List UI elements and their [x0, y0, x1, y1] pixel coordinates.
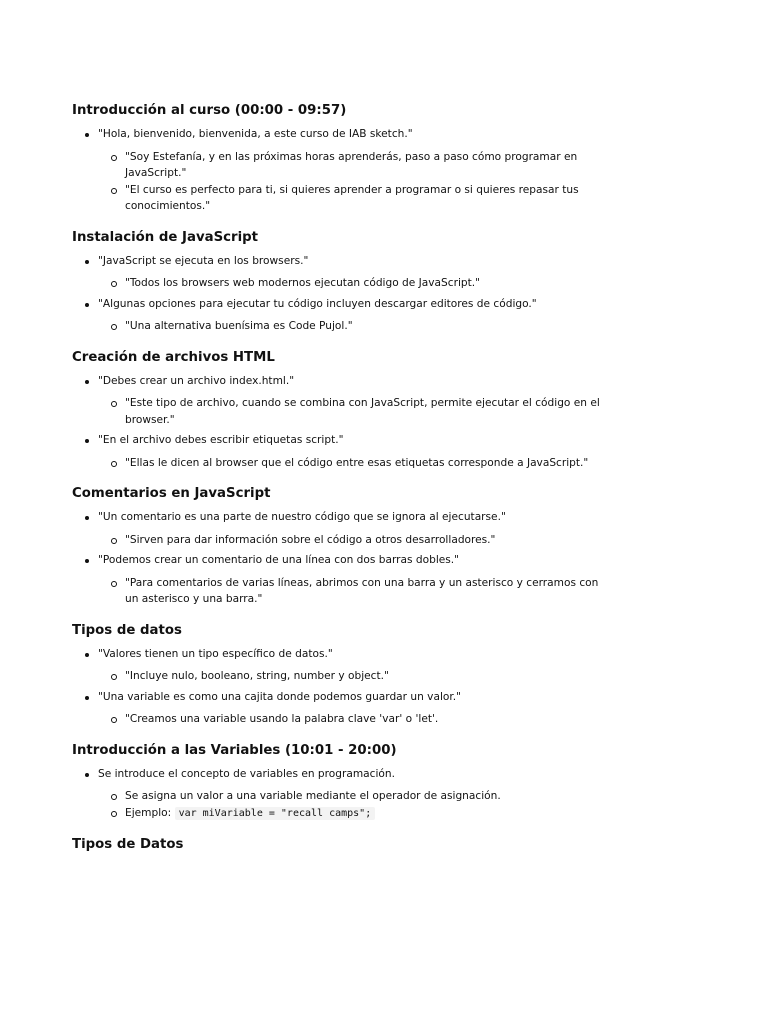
list-item [72, 373, 612, 429]
section-heading: Tipos de Datos [72, 837, 184, 852]
hollow-bullet-icon [111, 794, 117, 800]
section-heading: Instalación de JavaScript [72, 229, 259, 245]
hollow-bullet-icon [111, 324, 117, 330]
sub-list-item [98, 575, 612, 608]
list-item-text: "JavaScript se ejecuta en los browsers." [98, 254, 309, 267]
hollow-bullet-icon [111, 155, 117, 161]
sub-list-item-text: "Incluye nulo, booleano, string, number y object." [125, 670, 389, 682]
hollow-bullet-icon [111, 188, 117, 194]
hollow-bullet-icon [111, 674, 117, 680]
list-item-text: "Una variable es como una cajita donde podemos guardar un valor." [98, 690, 461, 703]
list-item [72, 766, 612, 823]
sub-list-item-text: "Para comentarios de varias líneas, abrimos con una barra y un asterisco y cerramos con un asterisco y una barra." [125, 576, 599, 605]
sub-list-item-text: "Una alternativa buenísima es Code Pujol." [125, 320, 353, 332]
section [72, 349, 612, 472]
list-item-text: "Algunas opciones para ejecutar tu código incluyen descargar editores de código." [98, 297, 537, 310]
list-item-text: "Podemos crear un comentario de una línea con dos barras dobles." [98, 554, 460, 566]
list-item [72, 253, 612, 292]
sub-bullet-list [98, 532, 612, 549]
filled-bullet-icon [85, 516, 89, 520]
bullet-list [72, 373, 612, 472]
list-item-text: "Un comentario es una parte de nuestro código que se ignora al ejecutarse." [98, 511, 506, 523]
sub-list-item-text: Se asigna un valor a una variable mediante el operador de asignación. [125, 790, 501, 802]
list-item [72, 509, 612, 548]
sub-list-item [98, 395, 612, 428]
bullet-list [72, 646, 612, 728]
list-item-text: "Debes crear un archivo index.html." [98, 374, 295, 387]
bullet-list [72, 509, 612, 608]
section [72, 622, 612, 728]
list-item-text: "Hola, bienvenido, bienvenida, a este curso de IAB sketch." [98, 128, 413, 140]
sub-bullet-list [98, 575, 612, 608]
filled-bullet-icon [85, 133, 89, 137]
section-heading: Tipos de datos [72, 622, 182, 638]
sub-list-item-text: "Todos los browsers web modernos ejecutan código de JavaScript." [125, 277, 481, 289]
filled-bullet-icon [85, 559, 89, 563]
inline-code: var miVariable = "recall camps"; [175, 807, 376, 820]
section-heading: Creación de archivos HTML [72, 349, 275, 365]
section [72, 229, 612, 335]
sub-list-item [98, 455, 612, 472]
sub-list-item [98, 532, 612, 549]
list-item [72, 689, 612, 728]
sub-list-item-text: "El curso es perfecto para ti, si quieres aprender a programar o si quieres repasar tus conocimientos." [125, 183, 579, 212]
sub-bullet-list [98, 668, 612, 685]
filled-bullet-icon [85, 260, 89, 264]
filled-bullet-icon [85, 380, 89, 384]
hollow-bullet-icon [111, 581, 117, 587]
section-heading: Introducción a las Variables (10:01 - 20:00) [72, 742, 397, 758]
sub-list-item [98, 711, 612, 728]
hollow-bullet-icon [111, 281, 117, 287]
section-heading: Comentarios en JavaScript [72, 486, 271, 501]
section [72, 485, 612, 608]
list-item [72, 552, 612, 608]
section [72, 742, 612, 823]
filled-bullet-icon [85, 303, 89, 307]
document-body [72, 102, 612, 868]
section [72, 102, 612, 215]
list-item [72, 296, 612, 335]
sub-list-item-text: "Creamos una variable usando la palabra clave 'var' o 'let'. [125, 713, 439, 725]
sub-list-item [98, 275, 612, 292]
section [72, 836, 612, 854]
filled-bullet-icon [85, 773, 89, 777]
sub-list-item [98, 668, 612, 685]
hollow-bullet-icon [111, 811, 117, 817]
sub-list-item [98, 182, 612, 215]
list-item [72, 646, 612, 685]
filled-bullet-icon [85, 653, 89, 657]
sub-list-item-text: "Ellas le dicen al browser que el código entre esas etiquetas corresponde a JavaScript." [125, 456, 589, 469]
list-item [72, 126, 612, 215]
sub-list-item [98, 318, 612, 335]
list-item-text: "Valores tienen un tipo específico de datos." [98, 647, 333, 660]
sub-list-item-text: "Este tipo de archivo, cuando se combina con JavaScript, permite ejecutar el código en el browser." [125, 397, 600, 426]
hollow-bullet-icon [111, 717, 117, 723]
list-item-text: Se introduce el concepto de variables en programación. [98, 767, 395, 780]
filled-bullet-icon [85, 439, 89, 443]
sub-bullet-list [98, 711, 612, 728]
hollow-bullet-icon [111, 401, 117, 407]
sub-list-item-text: "Sirven para dar información sobre el código a otros desarrolladores." [125, 533, 496, 546]
sub-bullet-list [98, 455, 612, 472]
sub-bullet-list [98, 395, 612, 428]
hollow-bullet-icon [111, 538, 117, 544]
section-heading: Introducción al curso (00:00 - 09:57) [72, 103, 347, 118]
sub-bullet-list [98, 318, 612, 335]
filled-bullet-icon [85, 696, 89, 700]
sub-bullet-list [98, 275, 612, 292]
sub-list-item [98, 788, 612, 805]
hollow-bullet-icon [111, 461, 117, 467]
bullet-list [72, 766, 612, 823]
example-label: Ejemplo: [125, 806, 175, 819]
sub-list-item [98, 805, 612, 823]
bullet-list [72, 126, 612, 215]
sub-list-item-text: "Soy Estefanía, y en las próximas horas aprenderás, paso a paso cómo programar en JavaScript." [125, 150, 578, 179]
sub-bullet-list [98, 788, 612, 822]
list-item [72, 432, 612, 471]
list-item-text: "En el archivo debes escribir etiquetas script." [98, 434, 344, 446]
sub-bullet-list [98, 149, 612, 215]
bullet-list [72, 253, 612, 335]
sub-list-item [98, 149, 612, 182]
